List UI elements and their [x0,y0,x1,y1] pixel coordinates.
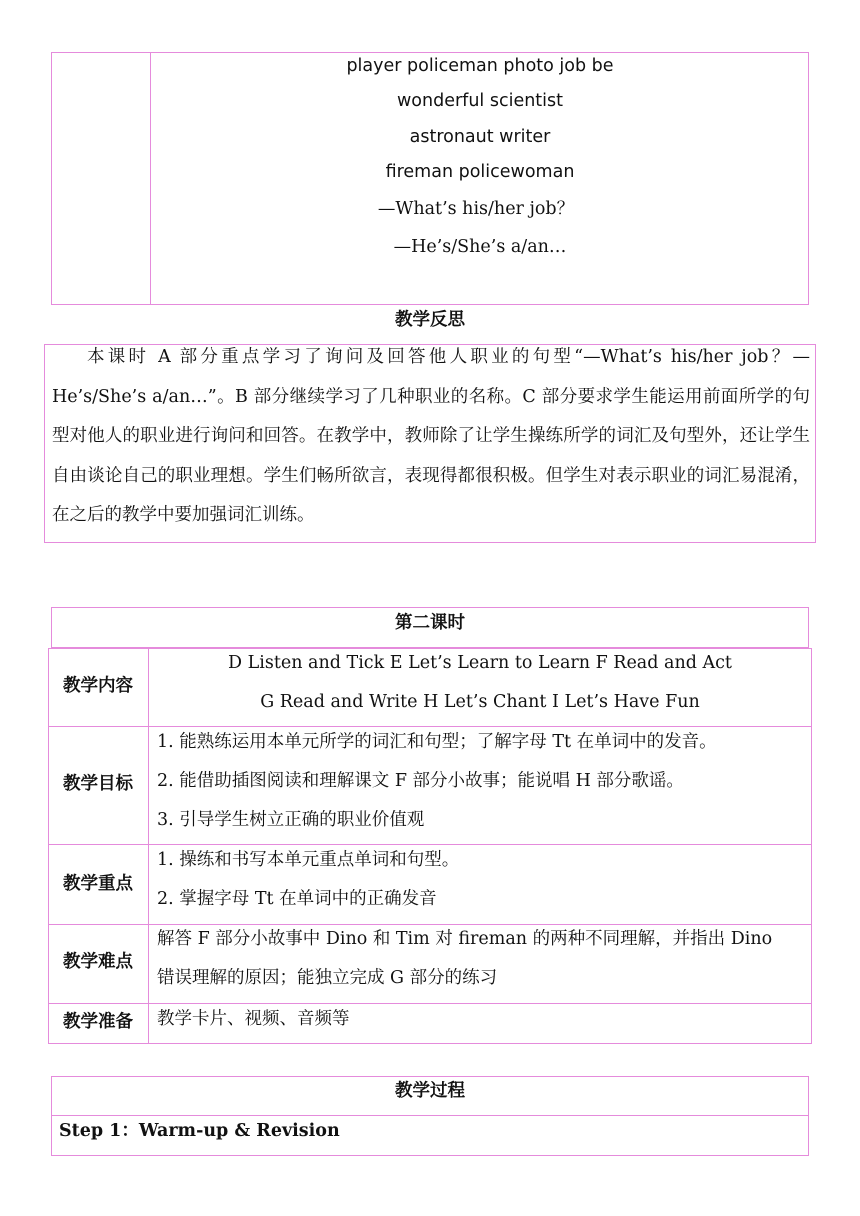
difficulty-label: 教学难点 [63,952,133,972]
difficulty-line-1: 解答 F 部分小故事中 Dino 和 Tim 对 fireman 的两种不同理解，并指出 Dino [157,929,773,949]
vocab-line-2: wonderful scientist [396,91,564,111]
content-line-2: G Read and Write H Let’s Chant I Let’s Have Fun [260,692,700,712]
content-line-1: D Listen and Tick E Let’s Learn to Learn F Read and Act [228,653,732,673]
row-divider [48,844,812,845]
row-divider [48,726,812,727]
goal-item-2: 2. 能借助插图阅读和理解课文 F 部分小故事；能说唱 H 部分歌谣。 [157,771,684,791]
sentence-question: —What’s his/her job？ [377,199,575,219]
focus-item-2: 2. 掌握字母 Tt 在单词中的正确发音 [157,889,437,909]
goals-label: 教学目标 [63,774,133,794]
content-label: 教学内容 [63,676,133,696]
goal-item-3: 3. 引导学生树立正确的职业价值观 [157,810,425,830]
process-divider [51,1115,809,1116]
difficulty-line-2: 错误理解的原因；能独立完成 G 部分的练习 [157,968,498,988]
sentence-answer: —He’s/She’s a/an… [393,237,567,257]
step1-heading: Step 1：Warm-up & Revision [59,1121,340,1141]
prep-label: 教学准备 [63,1012,133,1032]
row-divider [48,924,812,925]
lesson2-title: 第二课时 [395,613,465,633]
focus-item-1: 1. 操练和书写本单元重点单词和句型。 [157,850,460,870]
vocab-line-4: fireman policewoman [385,162,575,182]
process-title: 教学过程 [395,1081,465,1101]
prep-text: 教学卡片、视频、音频等 [157,1009,350,1029]
goal-item-1: 1. 能熟练运用本单元所学的词汇和句型；了解字母 Tt 在单词中的发音。 [157,732,717,752]
focus-label: 教学重点 [63,874,133,894]
reflection-paragraph: 本课时 A 部分重点学习了询问及回答他人职业的句型“—What’s his/her job？—He’s/She’s a/an…”。B 部分继续学习了几种职业的名称。C 部分要求学生能运用前面所学的句型对他人的职业进行询问和回答。在教学中，教师除了让学生操练所学的词汇及句型外，还让学生自由谈论自己的职业理想。学生们畅所欲言，表现得都很积极。但学生对表示职业的词汇易混淆，在之后的教学中要加强词汇训练。 [52,347,810,525]
vocab-line-1: player policeman photo job be [346,56,614,76]
vocab-line-3: astronaut writer [409,127,551,147]
reflection-title: 教学反思 [395,310,465,330]
row-divider [48,1003,812,1004]
